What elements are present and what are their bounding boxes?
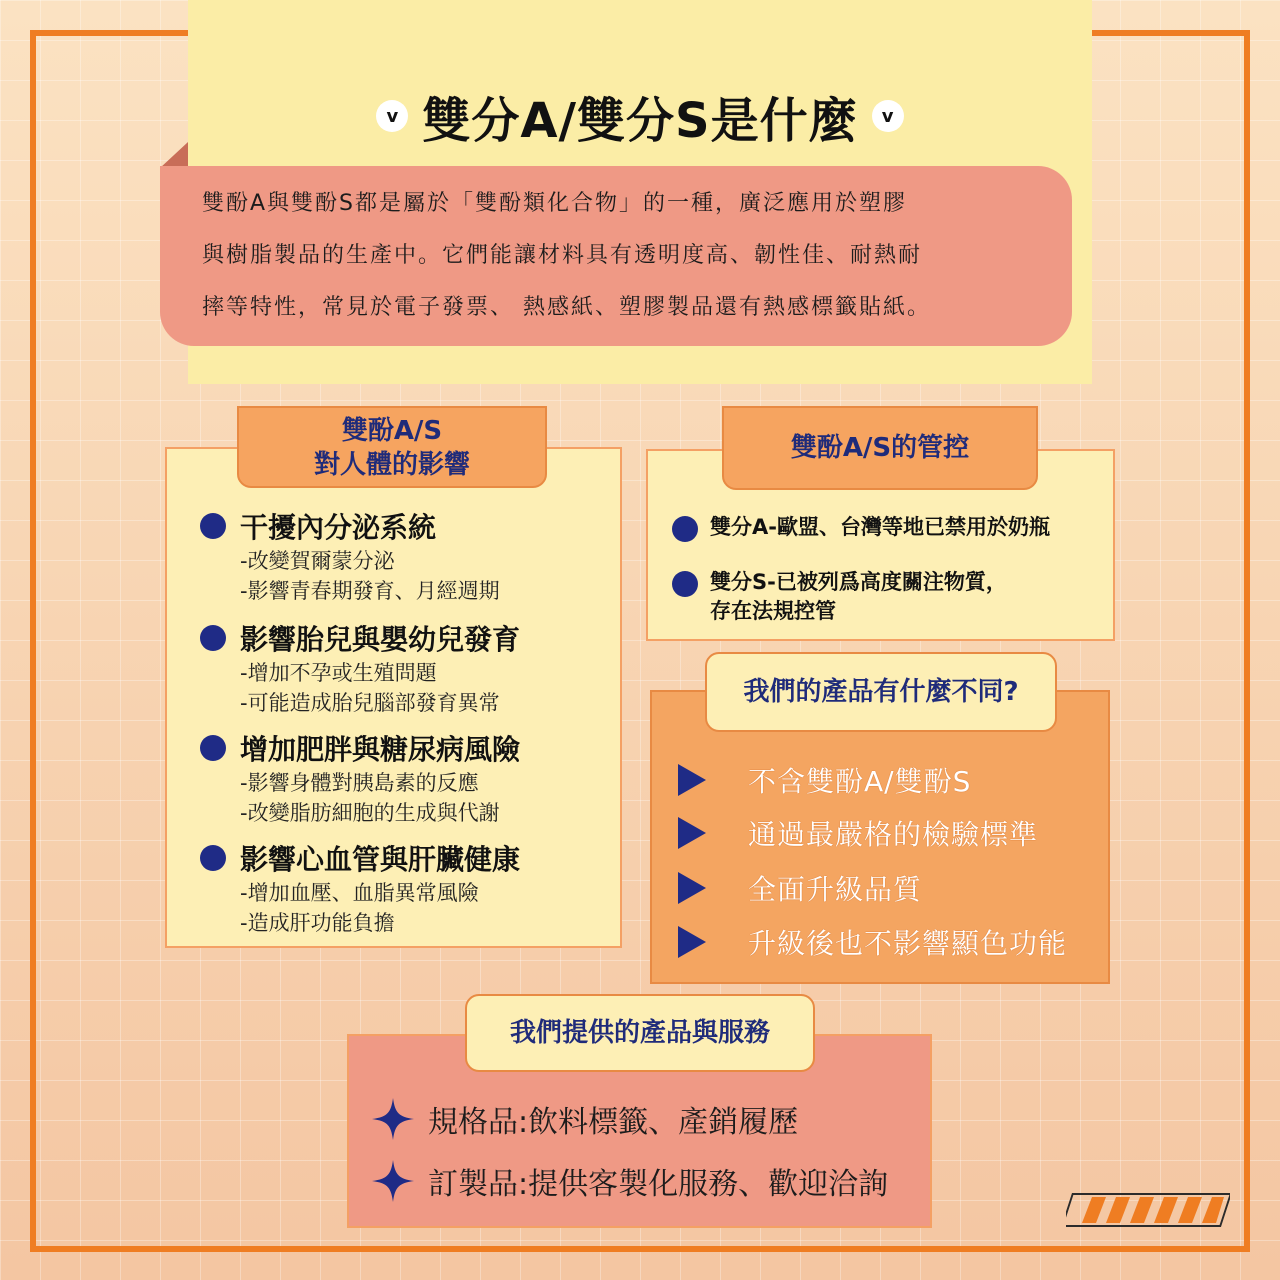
play-triangle-icon [678, 817, 734, 849]
difference-item-text: 全面升級品質 [748, 873, 923, 906]
bullet-dot-icon [200, 513, 226, 539]
health-item-title: 影響心血管與肝臟健康 [240, 843, 521, 876]
intro-bubble [160, 166, 1072, 346]
health-item-detail: -可能造成胎兒腦部發育異常 [240, 691, 500, 715]
play-triangle-icon [678, 764, 734, 796]
regulation-item-text: 存在法規控管 [710, 599, 836, 623]
health-item [200, 618, 620, 718]
play-triangle-icon [678, 872, 734, 904]
health-item-detail: -增加不孕或生殖問題 [240, 661, 437, 685]
health-item-title: 影響胎兒與嬰幼兒發育 [240, 623, 521, 656]
bullet-dot-icon [672, 516, 698, 542]
bullet-dot-icon [200, 845, 226, 871]
difference-item [678, 868, 1098, 908]
health-item [200, 506, 620, 606]
regulation-item [672, 568, 1112, 626]
health-item [200, 838, 620, 938]
health-item-detail: -增加血壓、血脂異常風險 [240, 881, 479, 905]
play-triangle-icon [678, 926, 734, 958]
intro-line: 摔等特性，常見於電子發票、 熱感紙、塑膠製品還有熱感標籤貼紙。 [202, 295, 931, 320]
difference-item-text: 通過最嚴格的檢驗標準 [748, 818, 1039, 851]
difference-tag-label: 我們的產品有什麼不同? [743, 677, 1019, 707]
services-tag-label: 我們提供的產品與服務 [509, 1018, 770, 1048]
services-tag [465, 994, 815, 1072]
difference-item [678, 813, 1098, 853]
service-item-text: 規格品:飲料標籤、產銷履歷 [428, 1105, 799, 1140]
intro-line: 雙酚A與雙酚S都是屬於「雙酚類化合物」的一種，廣泛應用於塑膠 [202, 191, 908, 216]
service-item [370, 1096, 930, 1142]
health-item-detail: -影響青春期發育、月經週期 [240, 579, 500, 603]
health-effects-tag [237, 406, 547, 488]
health-item-detail: -造成肝功能負擔 [240, 911, 395, 935]
difference-item-text: 升級後也不影響顯色功能 [748, 927, 1068, 960]
health-tag-line: 雙酚A/S [341, 416, 443, 446]
title-row [188, 86, 1092, 149]
right-check-badge: v [872, 100, 904, 132]
difference-item [678, 922, 1098, 962]
speech-fold [160, 142, 188, 168]
intro-line: 與樹脂製品的生產中。它們能讓材料具有透明度高、韌性佳、耐熱耐 [202, 243, 923, 268]
service-item [370, 1158, 930, 1204]
bullet-dot-icon [672, 571, 698, 597]
regulation-item-text: 雙分S-已被列爲高度關注物質， [710, 570, 1007, 594]
regulation-item-text: 雙分A-歐盟、台灣等地已禁用於奶瓶 [710, 515, 1050, 539]
health-item-title: 增加肥胖與糖尿病風險 [240, 733, 521, 766]
stripes-decoration [1066, 1193, 1230, 1227]
health-item-detail: -改變脂肪細胞的生成與代謝 [240, 801, 500, 825]
health-item [200, 728, 620, 828]
bullet-dot-icon [200, 625, 226, 651]
health-item-detail: -影響身體對胰島素的反應 [240, 771, 479, 795]
sparkle-star-icon [370, 1158, 416, 1204]
health-item-detail: -改變賀爾蒙分泌 [240, 549, 395, 573]
service-item-text: 訂製品:提供客製化服務、歡迎洽詢 [428, 1167, 889, 1202]
regulation-tag [722, 406, 1038, 490]
difference-item-text: 不含雙酚A/雙酚S [748, 765, 972, 798]
difference-tag [705, 652, 1057, 732]
sparkle-star-icon [370, 1096, 416, 1142]
difference-item [678, 760, 1098, 800]
page-title: 雙分A/雙分S是什麼 [422, 92, 858, 149]
regulation-item [672, 513, 1112, 542]
bullet-dot-icon [200, 735, 226, 761]
regulation-tag-label: 雙酚A/S的管控 [790, 433, 970, 463]
health-tag-line: 對人體的影響 [313, 450, 470, 480]
left-check-badge: v [376, 100, 408, 132]
health-item-title: 干擾內分泌系統 [240, 511, 437, 544]
